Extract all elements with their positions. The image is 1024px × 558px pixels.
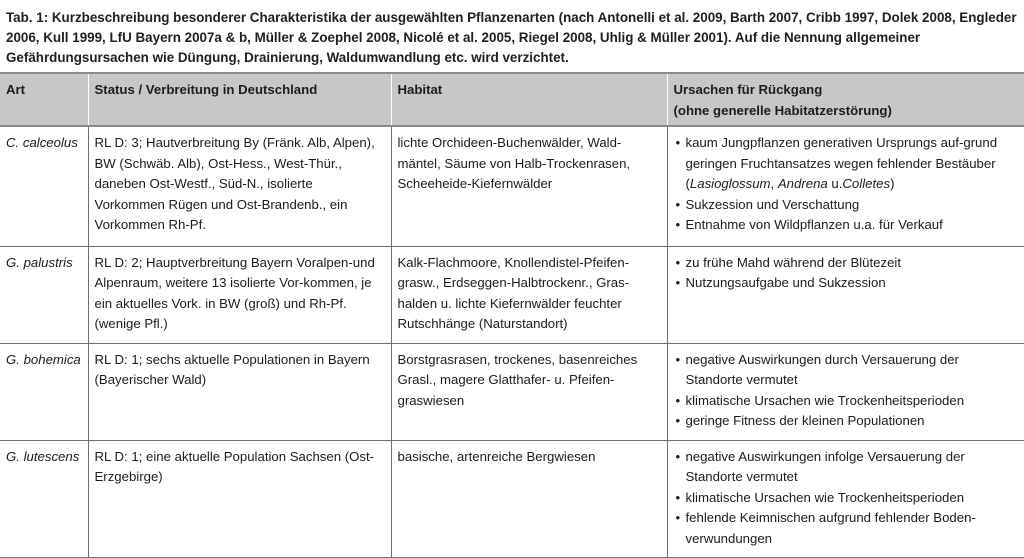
cause-text: kaum Jungpflanzen generativen Ursprungs auf-grund geringen Fruchtansatzes wegen fehlender Bestäuber ( [685,135,998,191]
cell-status: RL D: 1; sechs aktuelle Populationen in Bayern (Bayerischer Wald) [88,343,391,440]
cell-causes [667,126,1024,246]
cell-causes [667,343,1024,440]
cause-item [674,133,1019,195]
cell-habitat: basische, artenreiche Bergwiesen [391,440,667,558]
species-table [0,72,1024,558]
header-row [0,73,1024,126]
cell-art: C. calceolus [0,126,88,246]
cause-item: • geringe Fitness der kleinen Populationen [674,411,1019,432]
cell-habitat: Kalk-Flachmoore, Knollendistel-Pfeifen-grasw., Erdseggen-Halbtrockenr., Gras-halden u. lichte Kiefernwälder feuchter Rutschhänge (Naturstandort) [391,246,667,343]
cause-item: • Nutzungsaufgabe und Sukzession [674,273,1019,294]
table-header [0,73,1024,126]
cause-close: ) [890,176,895,191]
cause-item: • Sukzession und Verschattung [674,195,1019,216]
causes-list [674,253,1019,294]
cell-art: G. lutescens [0,440,88,558]
header-ursachen-line2: (ohne generelle Habitatzerstörung) [673,102,892,118]
cause-item: • negative Auswirkungen durch Versauerung der Standorte vermutet [674,350,1019,391]
cause-item: • Entnahme von Wildpflanzen u.a. für Verkauf [674,215,1019,236]
cause-conjunction: u. [827,176,843,191]
header-status: Status / Verbreitung in Deutschland [88,73,391,126]
cell-habitat: Borstgrasrasen, trockenes, basenreiches Grasl., magere Glatthafer- u. Pfeifen-graswiesen [391,343,667,440]
causes-list [674,447,1019,550]
cause-item: • negative Auswirkungen infolge Versauerung der Standorte vermutet [674,447,1019,488]
header-habitat: Habitat [391,73,667,126]
header-art: Art [0,73,88,126]
cell-status: RL D: 2; Hauptverbreitung Bayern Voralpen-und Alpenraum, weitere 13 isolierte Vor-kommen, je ein aktuelles Vork. in BW (groß) und Rh-Pf. (wenige Pfl.) [88,246,391,343]
cause-item: • klimatische Ursachen wie Trockenheitsperioden [674,391,1019,412]
table-row [0,440,1024,558]
cause-item: • klimatische Ursachen wie Trockenheitsperioden [674,488,1019,509]
cell-status: RL D: 3; Hautverbreitung By (Fränk. Alb, Alpen), BW (Schwäb. Alb), Ost-Hess., West-Thür., daneben Ost-Westf., Süd-N., isolierte Vorkommen Rügen und Ost-Brandenb., ein Vorkommen Rh-Pf. [88,126,391,246]
cause-separator: , [770,176,778,191]
genus-andrena: Andrena [777,176,828,191]
cell-art: G. bohemica [0,343,88,440]
table-row [0,246,1024,343]
cell-habitat: lichte Orchideen-Buchenwälder, Wald-mäntel, Säume von Halb-Trockenrasen, Scheeheide-Kiefernwälder [391,126,667,246]
cause-item: • fehlende Keimnischen aufgrund fehlender Boden-verwundungen [674,508,1019,549]
table-caption: Tab. 1: Kurzbeschreibung besonderer Charakteristika der ausgewählten Pflanzenarten (nach Antonelli et al. 2009, Barth 2007, Cribb 1997, Dolek 2008, Engleder 2006, Kull 1999, LfU Bayern 2007a & b, Müller & Zoephel 2008, Nicolé et al. 2005, Riegel 2008, Uhlig & Müller 2001). Auf die Nennung allgemeiner Gefährdungsursachen wie Düngung, Drainierung, Waldumwandlung etc. wird verzichtet. [6,10,1017,65]
genus-colletes: Colletes [842,176,891,191]
cell-causes [667,440,1024,558]
cell-causes [667,246,1024,343]
header-ursachen-line1: Ursachen für Rückgang [673,82,823,97]
causes-list [674,133,1019,236]
header-ursachen [667,73,1024,126]
cause-item: • zu frühe Mahd während der Blütezeit [674,253,1019,274]
table-row [0,343,1024,440]
cell-status: RL D: 1; eine aktuelle Population Sachsen (Ost-Erzgebirge) [88,440,391,558]
genus-lasioglossum: Lasioglossum [689,176,771,191]
causes-list [674,350,1019,432]
table-body [0,126,1024,558]
cell-art: G. palustris [0,246,88,343]
table-row [0,126,1024,246]
